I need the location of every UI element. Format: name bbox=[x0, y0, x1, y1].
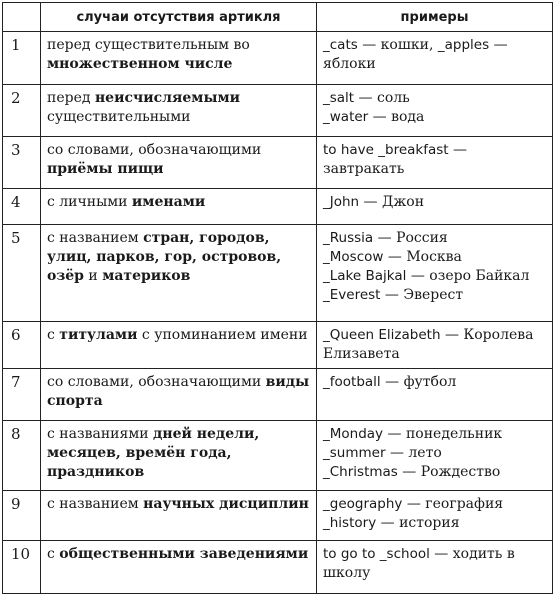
case-description bbox=[41, 491, 317, 541]
example-translation: — понедельник bbox=[383, 426, 503, 442]
case-keyword: неисчисляемыми bbox=[94, 90, 241, 106]
case-keyword: множественном числе bbox=[47, 56, 233, 72]
table-body bbox=[3, 32, 553, 594]
case-text: со словами, обозначающими bbox=[47, 374, 266, 390]
example-english: _Monday bbox=[323, 426, 384, 442]
case-text: с названиями bbox=[47, 426, 153, 442]
case-description bbox=[41, 32, 317, 85]
row-number: 9 bbox=[3, 491, 41, 541]
example-item bbox=[323, 229, 546, 248]
table-row bbox=[3, 421, 553, 491]
example-item bbox=[323, 373, 546, 392]
table-row bbox=[3, 491, 553, 541]
example-english: _Moscow bbox=[323, 249, 384, 265]
example-item bbox=[323, 37, 438, 53]
case-text: со словами, обозначающими bbox=[47, 142, 262, 158]
header-examples: примеры bbox=[317, 3, 553, 32]
row-number: 3 bbox=[3, 137, 41, 189]
example-translation: — озеро Байкал bbox=[406, 268, 530, 284]
table-row bbox=[3, 322, 553, 369]
case-keyword: научных дисциплин bbox=[143, 496, 309, 512]
row-number: 2 bbox=[3, 85, 41, 137]
example-item bbox=[323, 444, 546, 463]
example-english: _Queen Elizabeth bbox=[323, 327, 441, 343]
case-description bbox=[41, 541, 317, 594]
case-description bbox=[41, 369, 317, 421]
header-cases: случаи отсутствия артикля bbox=[41, 3, 317, 32]
case-text: с bbox=[47, 327, 60, 343]
example-translation: — вода bbox=[368, 109, 425, 125]
case-text: с bbox=[47, 546, 60, 562]
case-keyword: титулами bbox=[59, 327, 138, 343]
case-keyword: стран, городов, улиц, парков, гор, островов, озёр bbox=[47, 230, 282, 284]
examples-cell bbox=[317, 491, 553, 541]
example-translation: — история bbox=[376, 515, 460, 531]
case-description bbox=[41, 322, 317, 369]
case-text: с упоминанием имени bbox=[137, 327, 308, 343]
table-row bbox=[3, 32, 553, 85]
table-row bbox=[3, 85, 553, 137]
example-english: _water bbox=[323, 109, 369, 125]
example-translation: — ходить в школу bbox=[323, 546, 515, 581]
example-item bbox=[323, 545, 546, 583]
row-number: 6 bbox=[3, 322, 41, 369]
table-row bbox=[3, 369, 553, 421]
example-item bbox=[323, 425, 546, 444]
case-keyword: дней недели, месяцев, времён года, праздников bbox=[47, 426, 260, 480]
row-number: 4 bbox=[3, 189, 41, 225]
example-translation: — соль bbox=[354, 90, 410, 106]
example-english: to go to _school bbox=[323, 546, 430, 562]
example-english: _Christmas bbox=[323, 464, 398, 480]
example-item bbox=[323, 193, 546, 212]
examples-cell bbox=[317, 421, 553, 491]
examples-cell bbox=[317, 137, 553, 189]
example-translation: — Рождество bbox=[397, 464, 501, 480]
case-text: перед существительным во bbox=[47, 37, 250, 53]
example-item bbox=[323, 267, 546, 286]
row-number: 5 bbox=[3, 225, 41, 322]
example-item bbox=[323, 89, 546, 108]
example-item bbox=[323, 108, 546, 127]
example-translation: — Москва bbox=[383, 249, 462, 265]
case-text: и bbox=[83, 268, 103, 284]
examples-cell bbox=[317, 369, 553, 421]
example-translation: — футбол bbox=[380, 374, 457, 390]
example-translation: — лето bbox=[385, 445, 442, 461]
table-row bbox=[3, 137, 553, 189]
example-translation: — география bbox=[402, 496, 504, 512]
examples-cell bbox=[317, 322, 553, 369]
case-text: с названием bbox=[47, 496, 144, 512]
case-description bbox=[41, 225, 317, 322]
article-rules-table bbox=[2, 2, 553, 594]
example-translation: — Королева Елизавета bbox=[323, 327, 534, 362]
examples-cell bbox=[317, 189, 553, 225]
example-english: _Lake Bajkal bbox=[323, 268, 407, 284]
example-item bbox=[323, 248, 546, 267]
row-number: 1 bbox=[3, 32, 41, 85]
example-english: _cats bbox=[323, 37, 358, 53]
example-english: _apples bbox=[437, 37, 490, 53]
example-item bbox=[323, 326, 546, 364]
example-english: _Everest bbox=[323, 287, 381, 303]
case-keyword: виды спорта bbox=[47, 374, 310, 409]
example-english: _history bbox=[323, 515, 377, 531]
case-text: перед bbox=[47, 90, 95, 106]
case-text: с названием bbox=[47, 230, 144, 246]
example-english: _summer bbox=[323, 445, 386, 461]
example-english: _football bbox=[323, 374, 381, 390]
example-english: _salt bbox=[323, 90, 355, 106]
case-description bbox=[41, 137, 317, 189]
examples-cell bbox=[317, 541, 553, 594]
example-item bbox=[323, 286, 546, 305]
example-english: to have _breakfast bbox=[323, 142, 449, 158]
header-number bbox=[3, 3, 41, 32]
case-description bbox=[41, 85, 317, 137]
row-number: 10 bbox=[3, 541, 41, 594]
example-translation: — Россия bbox=[373, 230, 448, 246]
example-item bbox=[323, 514, 546, 533]
example-item bbox=[323, 495, 546, 514]
examples-cell bbox=[317, 32, 553, 85]
example-item bbox=[323, 463, 546, 482]
example-translation: — завтракать bbox=[323, 142, 468, 177]
example-translation: — кошки, bbox=[357, 37, 438, 53]
table-row bbox=[3, 541, 553, 594]
case-description bbox=[41, 189, 317, 225]
case-description bbox=[41, 421, 317, 491]
row-number: 7 bbox=[3, 369, 41, 421]
table-row bbox=[3, 189, 553, 225]
case-keyword: именами bbox=[131, 194, 206, 210]
example-translation: — Эверест bbox=[380, 287, 464, 303]
row-number: 8 bbox=[3, 421, 41, 491]
header-row bbox=[3, 3, 553, 32]
table-row bbox=[3, 225, 553, 322]
example-english: _geography bbox=[323, 496, 403, 512]
case-text: существительными bbox=[47, 109, 191, 125]
case-keyword: материков bbox=[102, 268, 191, 284]
case-text: с личными bbox=[47, 194, 132, 210]
example-english: _Russia bbox=[323, 230, 374, 246]
case-keyword: общественными заведениями bbox=[59, 546, 309, 562]
case-keyword: приёмы пищи bbox=[47, 161, 164, 177]
example-item bbox=[323, 141, 546, 179]
example-translation: — яблоки bbox=[323, 37, 508, 72]
examples-cell bbox=[317, 225, 553, 322]
example-translation: — Джон bbox=[359, 194, 425, 210]
example-english: _John bbox=[323, 194, 360, 210]
examples-cell bbox=[317, 85, 553, 137]
